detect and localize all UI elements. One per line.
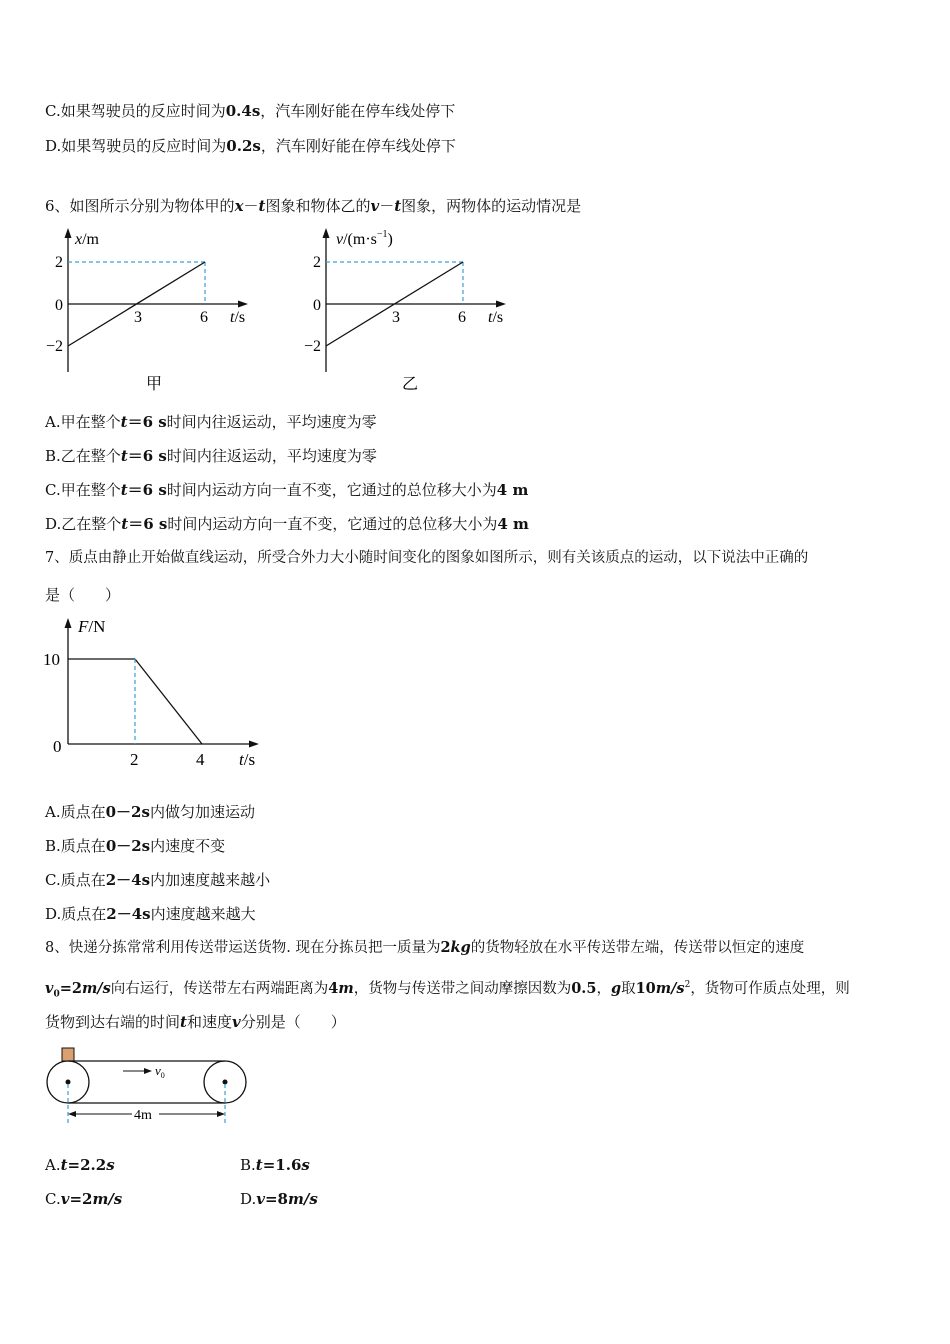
cargo-box (62, 1048, 74, 1061)
q8-option-b: B.t=1.6s (240, 1156, 310, 1174)
q7-option-c: C.质点在2－4s内加速度越来越小 (45, 871, 271, 889)
q7-ylabel: F/N (78, 617, 106, 636)
jia-tick-x-mid: 3 (134, 309, 142, 326)
q6-option-b: B.乙在整个t＝6 s时间内往返运动，平均速度为零 (45, 447, 377, 465)
length-label: 4m (134, 1108, 152, 1123)
q6-option-c: C.甲在整个t＝6 s时间内运动方向一直不变，它通过的总位移大小为4 m (45, 481, 529, 499)
q7-figure (40, 612, 280, 772)
yi-tick-y-top: 2 (313, 254, 321, 271)
yi-tick-y-bottom: −2 (304, 338, 322, 355)
q6-option-d: D.乙在整个t＝6 s时间内运动方向一直不变，它通过的总位移大小为4 m (45, 515, 529, 533)
q7-stem-line2: 是（ ） (45, 586, 121, 604)
q8-conveyor-figure (40, 1040, 255, 1130)
q5-option-c: C.如果驾驶员的反应时间为0.4s，汽车刚好能在停车线处停下 (45, 102, 456, 120)
yi-caption: 乙 (402, 376, 419, 393)
yi-tick-x-end: 6 (458, 309, 466, 326)
jia-tick-y-bottom: −2 (46, 338, 64, 355)
yi-ylabel: $v/(m\cdot s^{-1})$ (336, 229, 393, 248)
q8-stem-line3: 货物到达右端的时间t和速度v分别是（ ） (45, 1013, 346, 1031)
yi-xlabel: t/s (488, 309, 504, 326)
jia-xlabel: t/s (230, 309, 246, 326)
v0-label: $v_0$ (155, 1063, 165, 1080)
q8-option-d: D.v=8m/s (240, 1190, 318, 1208)
jia-tick-x-end: 6 (200, 309, 208, 326)
q7-xlabel: t/s (239, 750, 256, 769)
q5-option-d: D.如果驾驶员的反应时间为0.2s，汽车刚好能在停车线处停下 (45, 137, 456, 155)
jia-caption: 甲 (146, 376, 163, 393)
q6-figure-yi (298, 222, 528, 397)
yi-tick-y-zero: 0 (313, 297, 321, 314)
jia-ylabel: x/m (75, 231, 99, 248)
q7-stem-line1: 7、质点由静止开始做直线运动，所受合外力大小随时间变化的图象如图所示，则有关该质点的运动，以下说法中正确的 (45, 550, 809, 566)
q7-tick-y-top: 10 (43, 650, 60, 669)
q7-tick-x-mid: 2 (130, 750, 139, 769)
q7-option-d: D.质点在2－4s内速度越来越大 (45, 905, 256, 923)
q8-stem-line2: $v_0=2m/s$向右运行，传送带左右两端距离为4m，货物与传送带之间动摩擦因数为0.5，g取$10m/s^2$，货物可作质点处理，则 (45, 979, 850, 1000)
q7-tick-x-end: 4 (196, 750, 205, 769)
q6-figure-jia (40, 222, 260, 397)
q7-option-b: B.质点在0－2s内速度不变 (45, 837, 226, 855)
yi-tick-x-mid: 3 (392, 309, 400, 326)
q8-option-a: A.t=2.2s (45, 1156, 115, 1174)
q6-stem: 6、如图所示分别为物体甲的x－t图象和物体乙的v－t图象，两物体的运动情况是 (45, 197, 582, 215)
jia-tick-y-zero: 0 (55, 297, 63, 314)
jia-tick-y-top: 2 (55, 254, 63, 271)
q6-option-a: A.甲在整个t＝6 s时间内往返运动，平均速度为零 (45, 413, 377, 431)
q8-option-c: C.v=2m/s (45, 1190, 123, 1208)
q7-tick-y-zero: 0 (53, 737, 62, 756)
q8-stem-line1: 8、快递分拣常常利用传送带运送货物. 现在分拣员把一质量为2kg的货物轻放在水平传送带左端，传送带以恒定的速度 (45, 939, 805, 956)
q7-option-a: A.质点在0－2s内做匀加速运动 (45, 803, 255, 821)
